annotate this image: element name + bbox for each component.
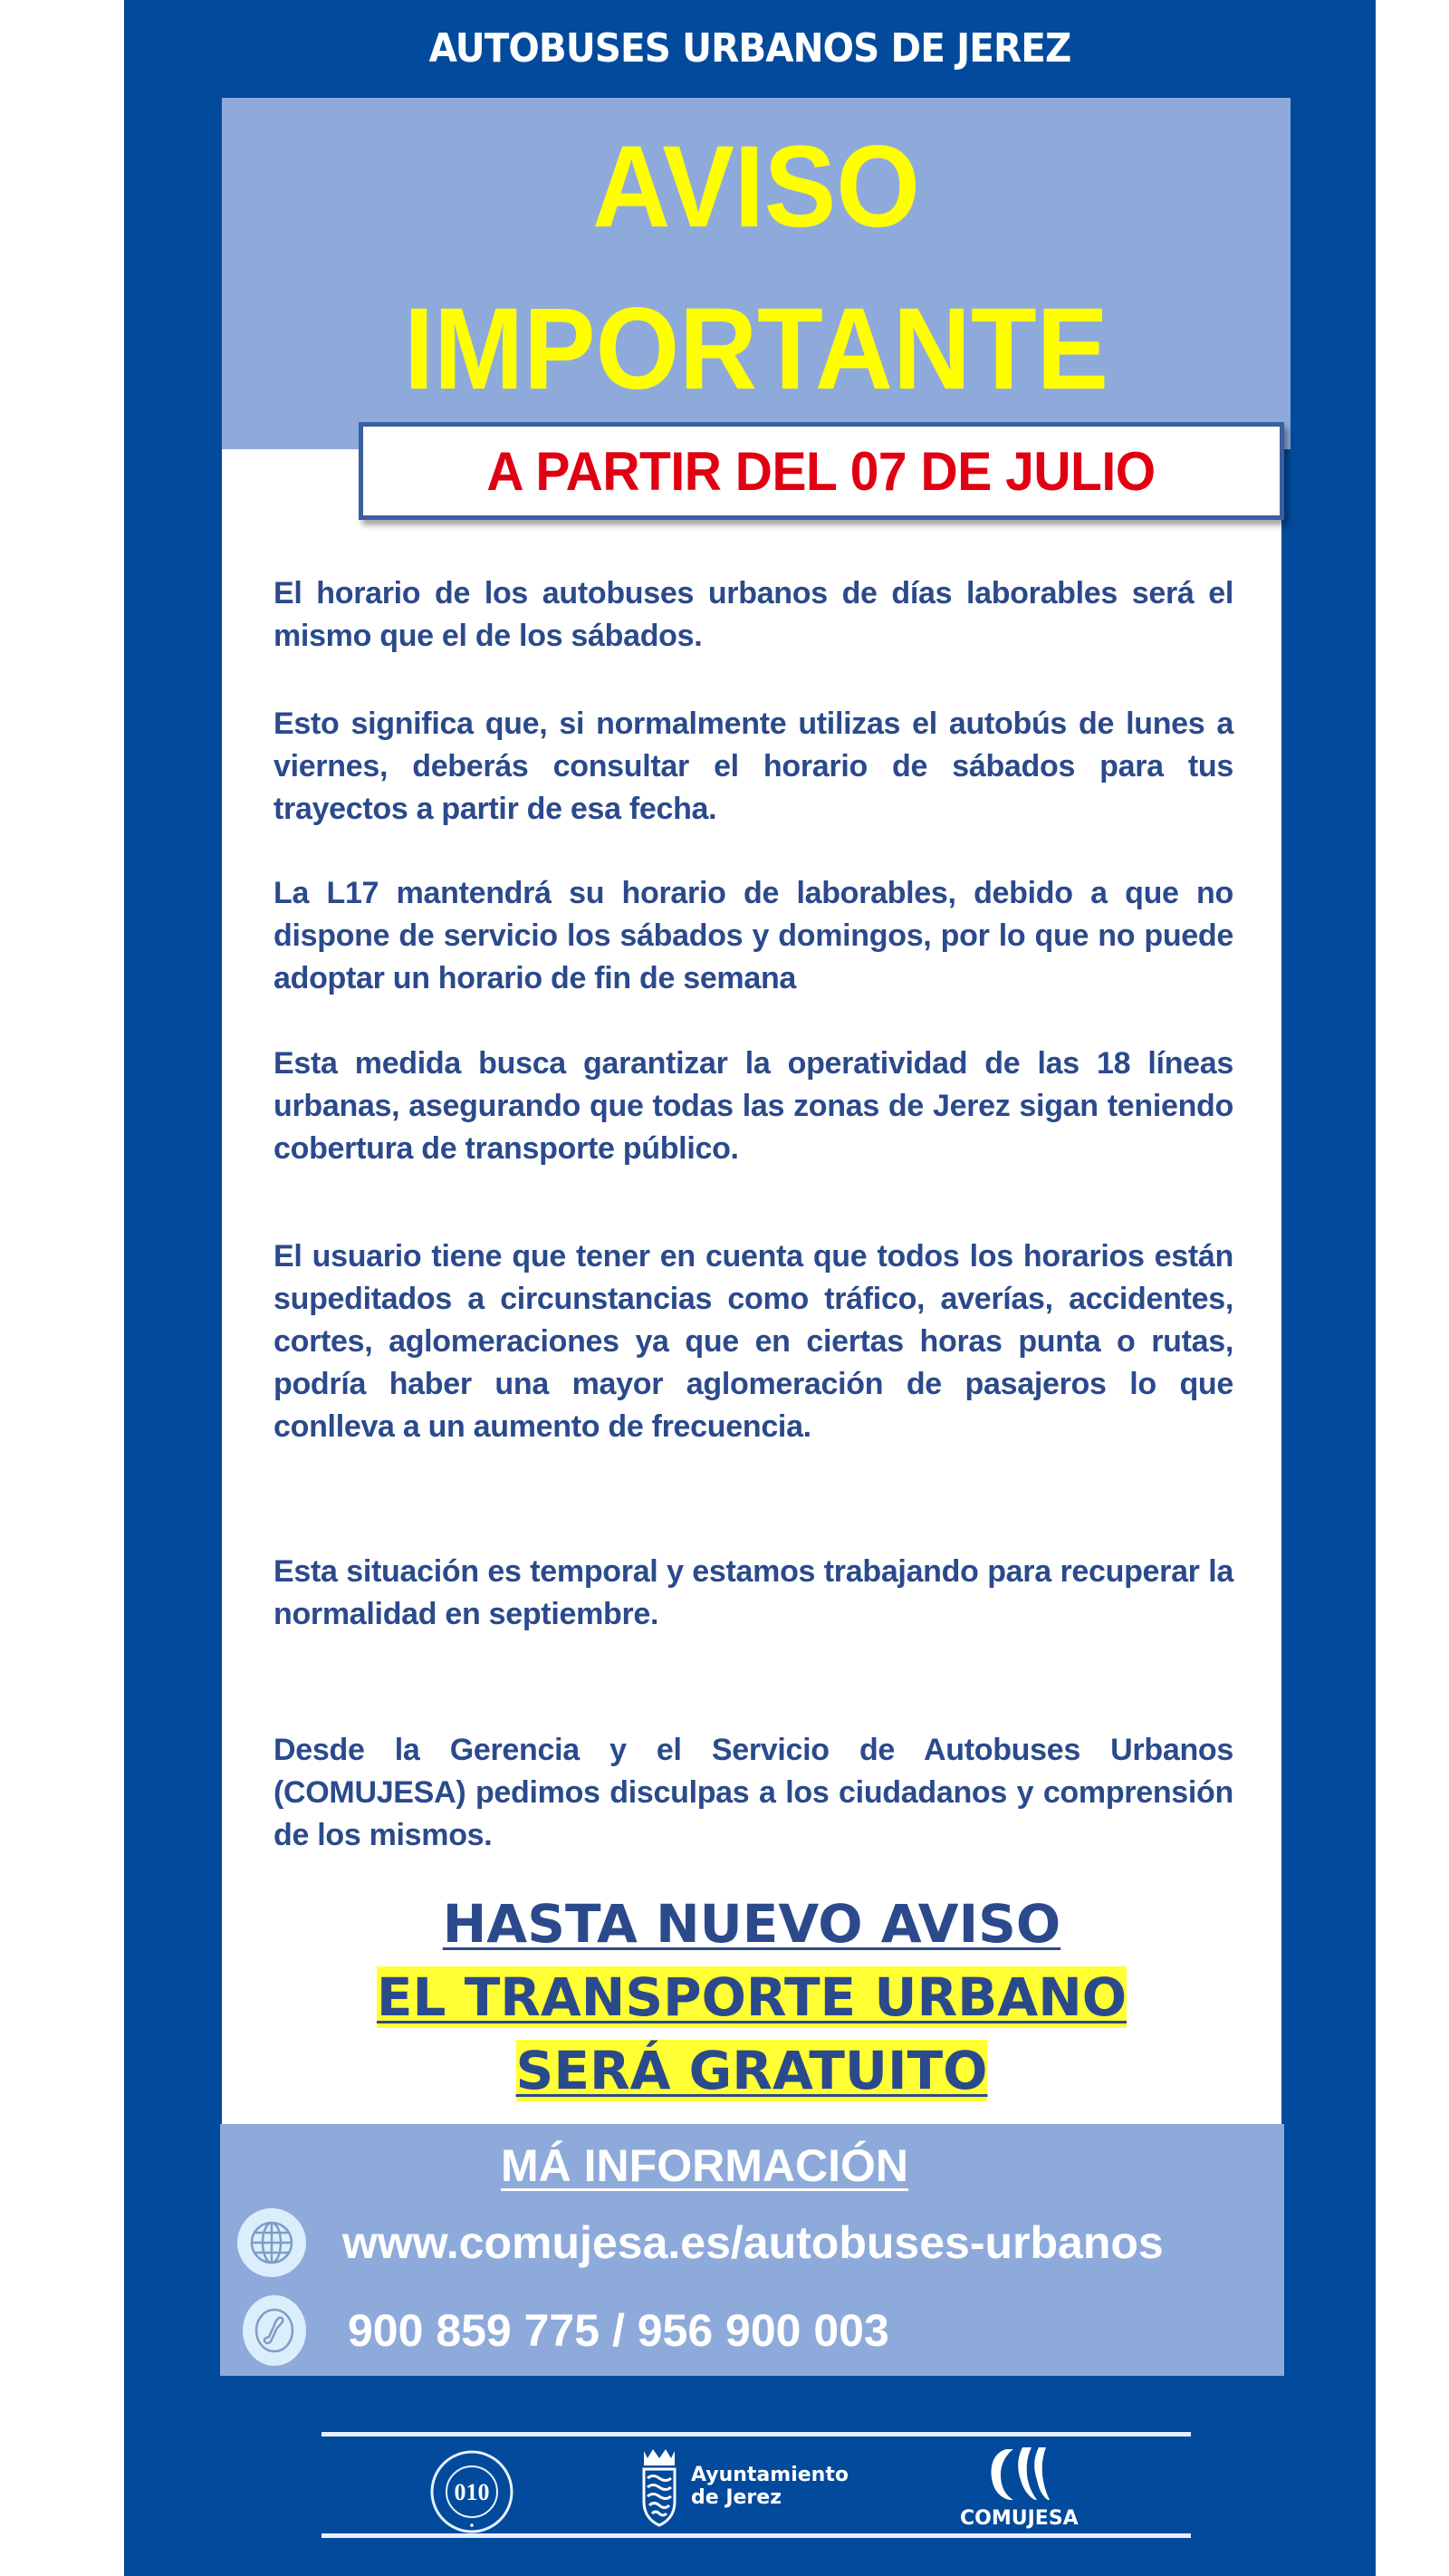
jerez-crest-icon <box>638 2446 680 2527</box>
logo-010-emblem-icon <box>429 2449 514 2534</box>
website-row[interactable] <box>237 2208 1164 2277</box>
cta-line2-text: EL TRANSPORTE URBANO <box>376 1966 1128 2028</box>
comujesa-label: COMUJESA <box>960 2507 1079 2530</box>
header-title: AUTOBUSES URBANOS DE JEREZ <box>428 25 1071 72</box>
date-banner-text: A PARTIR DEL 07 DE JULIO <box>486 440 1156 502</box>
cta-line3 <box>222 2035 1281 2106</box>
paragraph-measure: Esta medida busca garantizar la operatividad de las 18 líneas urbanas, asegurando que todas las zonas de Jerez sigan teniendo cobertura de transporte público. <box>273 1046 1233 1166</box>
info-title: MÁ INFORMACIÓN <box>501 2140 908 2191</box>
paragraph-user-notice: El usuario tiene que tener en cuenta que todos los horarios están supeditados a circunstancias como tráfico, averías, accidentes, cortes, aglomeraciones ya que en ciertas horas punta o rutas, podría haber una mayor aglomeración de pasajeros lo que conlleva a un aumento de frecuencia. <box>273 1239 1233 1444</box>
ayuntamiento-line1: Ayuntamiento <box>691 2464 849 2486</box>
cta-line1 <box>222 1889 1281 1959</box>
phone-icon <box>243 2295 306 2366</box>
date-banner <box>359 422 1284 520</box>
phone-numbers[interactable]: 900 859 775 / 956 900 003 <box>348 2305 889 2356</box>
cta-line1-text: HASTA NUEVO AVISO <box>442 1893 1061 1955</box>
paragraph-meaning: Esto significa que, si normalmente utilizas el autobús de lunes a viernes, deberás consultar el horario de sábados para tus trayectos a partir de esa fecha. <box>273 706 1233 826</box>
paragraph-apology: Desde la Gerencia y el Servicio de Autobuses Urbanos (COMUJESA) pedimos disculpas a los ciudadanos y comprensión de los mismos. <box>273 1733 1233 1852</box>
website-link[interactable]: www.comujesa.es/autobuses-urbanos <box>342 2217 1164 2268</box>
paragraph-schedule: El horario de los autobuses urbanos de días laborables será el mismo que el de los sábados. <box>273 576 1233 653</box>
footer-divider-top <box>321 2432 1191 2437</box>
paragraph-l17: La L17 mantendrá su horario de laborables, debido a que no dispone de servicio los sábados y domingos, por lo que no puede adoptar un horario de fin de semana <box>273 876 1233 995</box>
cta-line3-text: SERÁ GRATUITO <box>515 2040 988 2101</box>
hero-title-line1: AVISO <box>592 122 920 252</box>
ayuntamiento-line2: de Jerez <box>691 2486 782 2509</box>
hero-title-line2: IMPORTANTE <box>403 284 1109 414</box>
logo-ayuntamiento-jerez <box>638 2446 849 2527</box>
globe-icon <box>237 2208 306 2277</box>
phone-row[interactable] <box>237 2295 889 2366</box>
paragraph-temporary: Esta situación es temporal y estamos trabajando para recuperar la normalidad en septiembre. <box>273 1554 1233 1631</box>
comujesa-mark-icon <box>986 2446 1051 2504</box>
logo-010 <box>429 2449 514 2534</box>
logo-comujesa <box>960 2446 1079 2530</box>
cta-line2 <box>222 1962 1281 2033</box>
svg-text:010: 010 <box>454 2479 490 2505</box>
